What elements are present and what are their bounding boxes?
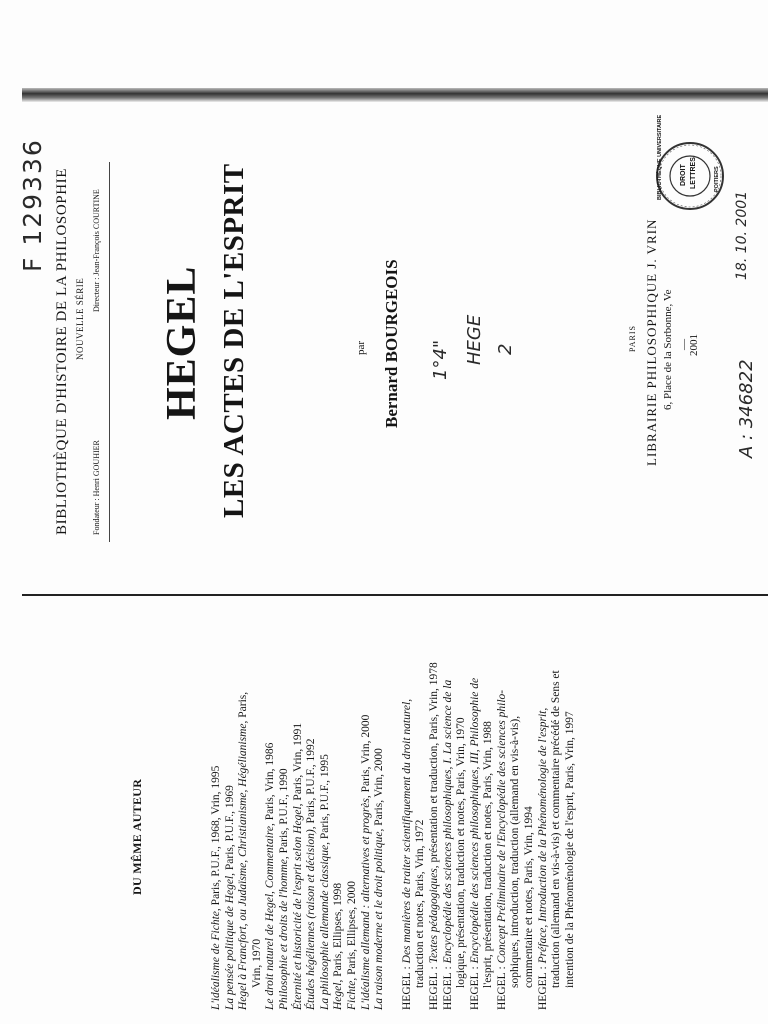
book-entry (332, 590, 346, 1010)
publisher-name: LIBRAIRIE PHILOSOPHIQUE J. VRIN (644, 218, 659, 466)
translation-continuation: traduction (allemand en vis-à-vis) et commentaire précédé de Sens et (550, 670, 563, 988)
translation-entry: HEGEL : Encyclopédie des sciences philosophiques, III, Philosophie de (468, 677, 481, 1010)
book-author-name: Bernard BOURGEOIS (382, 259, 401, 428)
book-entry (360, 590, 374, 1010)
same-author-list (210, 590, 577, 1010)
book-entry (224, 590, 238, 1010)
translation-author: HEGEL (495, 972, 508, 1010)
book-publication: , Paris, Vrin, 2000 (359, 714, 372, 799)
translation-continuation: sophiques, introduction, traduction (allemand en vis-à-vis), (509, 715, 522, 988)
book-publication: , Paris, (237, 691, 250, 724)
book-title: Le droit naturel de Hegel, Commentaire (264, 826, 277, 1010)
translation-author: HEGEL (468, 972, 481, 1010)
translation-entry: HEGEL : Préface, Introduction de la Phénoménologie de l'esprit, (536, 707, 549, 1010)
book-publication: , Paris, Ellipses, 1998 (332, 882, 345, 983)
translation-publication: , (400, 698, 413, 702)
series-rule (109, 162, 110, 542)
series-founder: Fondateur : Henri GOUHIER (92, 440, 101, 535)
stamp-inner-text-1: DROIT (680, 164, 687, 186)
book-publication: , Paris, P.U.F., 1990 (277, 768, 290, 860)
book-title: Philosophie et droits de l'homme (277, 859, 290, 1010)
book-title: Hegel à Francfort, ou Judaïsme, Christianisme, Hégélianisme (237, 723, 250, 1010)
translation-title: Textes pédagogiques (427, 868, 440, 964)
book-author-heading: HEGEL (159, 265, 205, 420)
translation-author: HEGEL (400, 972, 413, 1010)
translation-title: Préface, Introduction de la Phénoménologie de l'esprit, (536, 707, 549, 964)
publisher-dash: — (678, 339, 690, 350)
translation-entry: HEGEL : Concept Préliminaire de l'Encyclopédie des sciences philo- (495, 689, 508, 1010)
book-entry (210, 590, 224, 1010)
book-entry (264, 590, 278, 1010)
book-by: par (355, 340, 367, 355)
book-publication: , Paris, P.U.F., 1968, Vrin, 1995 (210, 765, 222, 912)
book-title: La pensée politique de Hegel (223, 875, 236, 1010)
translation-author: HEGEL (441, 972, 454, 1010)
book-publication: , Paris, P.U.F., 1995 (318, 754, 331, 845)
translation-continuation: l'esprit, présentation, traduction et notes, Paris, Vrin, 1988 (482, 721, 495, 988)
publisher-city: PARIS (628, 325, 637, 352)
translation-title: Concept Préliminaire de l'Encyclopédie des sciences philo- (495, 689, 508, 964)
book-title: Études hégéliennes (raison et décision) (305, 829, 318, 1010)
handwritten-accession: A : 346822 (736, 359, 757, 458)
translation-entry: HEGEL : Des manières de traiter scientifiquement du droit naturel, (400, 698, 413, 1010)
translation-title: Des manières de traiter scientifiquement du droit naturel (400, 701, 413, 964)
series-title: BIBLIOTHÈQUE D'HISTOIRE DE LA PHILOSOPHIE (54, 167, 70, 535)
translation-publication: , présentation et traduction, Paris, Vrin, 1978 (427, 662, 440, 869)
book-entry (292, 590, 306, 1010)
book-entry (319, 590, 333, 1010)
translation-author: HEGEL (427, 972, 440, 1010)
book-publication: , Paris, Ellipses, 2000 (345, 880, 358, 981)
translation-continuation: traduction et notes, Paris, Vrin, 1972 (414, 819, 427, 988)
book-title: L'idéalisme de Fichte (210, 911, 222, 1010)
book-title: La philosophie allemande classique (318, 844, 331, 1010)
library-stamp (654, 114, 726, 212)
book-entry (346, 590, 360, 1010)
book-publication: , Paris, Vrin, 1986 (264, 742, 277, 827)
book-publication: , Paris, Vrin, 1991 (291, 722, 304, 807)
publisher-year: 2001 (688, 334, 700, 356)
book-title: L'idéalisme allemand : alternatives et progrès (359, 798, 372, 1010)
handwritten-date: 18. 10. 2001 (734, 190, 750, 280)
publisher-address: 6, Place de la Sorbonne, Ve (662, 289, 674, 410)
translation-continuation: intention de la Phénoménologie de l'esprit, Paris, Vrin, 1997 (563, 711, 576, 988)
book-title: Fichte (345, 980, 358, 1010)
translation-entry: HEGEL : Encyclopédie des sciences philosophiques, I. La science de la (441, 679, 454, 1010)
translation-title: Encyclopédie des sciences philosophiques, I. La science de la (441, 679, 454, 964)
handwritten-shelfmark-3: 2 (495, 343, 516, 355)
book-entry (278, 590, 292, 1010)
stamp-city-text: POITIERS (714, 166, 720, 192)
handwritten-reference: F 129336 (18, 138, 47, 272)
handwritten-shelfmark-2: HEGE (464, 314, 485, 365)
translations-list (401, 590, 578, 1010)
translation-entry: HEGEL : Textes pédagogiques, présentation et traduction, Paris, Vrin, 1978 (427, 662, 440, 1010)
stamp-outer-text: BIBLIOTHÈQUE UNIVERSITAIRE (657, 114, 663, 200)
book-title: Hegel (332, 982, 345, 1010)
book-publication: , Paris, P.U.F., 1992 (305, 738, 318, 830)
book-entry (237, 590, 251, 1010)
handwritten-shelfmark-1: 1°4" (430, 339, 451, 380)
book-publication: , Paris, P.U.F., 1969 (223, 785, 236, 876)
book-title: La raison moderne et le droit politique (373, 831, 386, 1010)
book-title: Éternité et historicité de l'esprit selon Hegel (291, 806, 304, 1010)
book-entry (373, 590, 387, 1010)
series-subtitle: NOUVELLE SÉRIE (75, 277, 85, 360)
series-director: Directeur : Jean-François COURTINE (92, 189, 101, 312)
book-continuation: Vrin, 1970 (250, 938, 263, 988)
page-top-shadow (22, 88, 768, 102)
translation-author: HEGEL (536, 972, 549, 1010)
same-author-heading: DU MÊME AUTEUR (130, 778, 144, 895)
stamp-inner-text-2: LETTRES (690, 157, 697, 189)
book-entry (305, 590, 319, 1010)
translation-continuation: logique, présentation, traduction et notes, Paris, Vrin, 1970 (455, 717, 468, 988)
books-list (210, 590, 387, 1010)
book-publication: , Paris, Vrin, 2000 (373, 748, 386, 832)
translation-title: Encyclopédie des sciences philosophiques, III, Philosophie de (468, 677, 481, 964)
book-title: LES ACTES DE L'ESPRIT (218, 163, 250, 518)
translation-continuation: commentaire et notes, Paris, Vrin, 1994 (523, 806, 536, 988)
